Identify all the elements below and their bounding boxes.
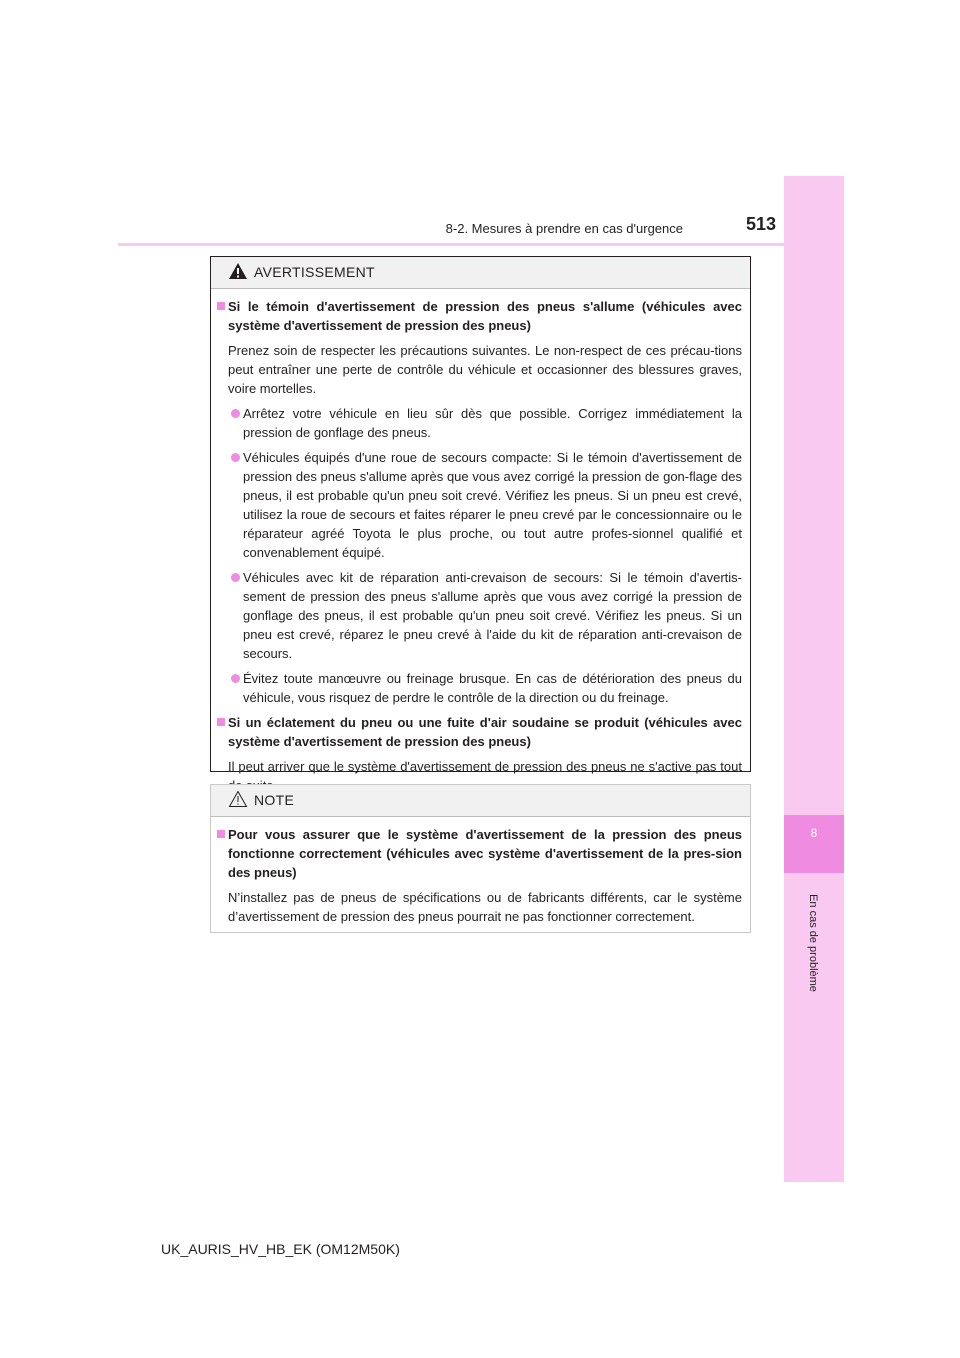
warning-bullet: Véhicules avec kit de réparation anti-crevaison de secours: Si le témoin d'avertis-sement de pression des pneus s'allume après que vous avez corrigé la pression de gonflage des pneus, il est probable qu'un pneu soit crevé. Vérifiez les pneus. Si un pneu est crevé, réparez le pneu crevé à l'aide du kit de réparation anti-crevaison de secours. xyxy=(228,568,742,663)
warning-section-text: Il peut arriver que le système d'avertissement de pression des pneus ne s'active pas tout xyxy=(228,759,742,774)
page-number: 513 xyxy=(745,214,776,234)
warning-section-title: Si un éclatement du pneu ou une fuite d'air soudaine se produit (véhicules avec système d'avertissement de pression des pneus) xyxy=(228,715,742,749)
warning-box xyxy=(210,256,751,772)
chapter-title: En cas de problème xyxy=(807,894,819,992)
warning-section-text: Prenez soin de respecter les précautions suivantes. Le non-respect de ces précau-tions peut entraîner une perte de contrôle du véhicule et occasionner des blessures graves, voire mortelles. xyxy=(228,343,742,396)
warning-bullet: Véhicules équipés d'une roue de secours compacte: Si le témoin d'avertissement de pression des pneus s'allume après que vous avez corrigé la pression de gon-flage des pneus, il est probable qu'un pneu soit crevé. Vérifiez les pneus. Si un pneu est crevé, utilisez la roue de secours et faites réparer le pneu crevé par le concessionnaire ou le réparateur agréé Toyota le plus proche, ou tout autre profes-sionnel qualifié et convenablement équipé. xyxy=(228,448,742,562)
warning-triangle-icon xyxy=(228,262,248,280)
warning-bullet: Arrêtez votre véhicule en lieu sûr dès que possible. Corrigez immédiatement la pression de gonflage des pneus. xyxy=(228,404,742,442)
warning-section xyxy=(217,713,742,795)
note-section-title: Pour vous assurer que le système d'avertissement de la pression des pneus fonctionne correctement (véhicules avec système d'avertissement de la pres-sion des pneus) xyxy=(228,827,742,880)
note-title: NOTE xyxy=(254,792,295,808)
note-header xyxy=(211,785,750,817)
caution-triangle-icon xyxy=(228,790,248,808)
note-box xyxy=(210,784,751,933)
warning-section-title: Si le témoin d'avertissement de pression des pneus s'allume (véhicules avec système d'avertissement de pression des pneus) xyxy=(228,299,742,333)
header-rule xyxy=(118,243,843,246)
warning-header xyxy=(211,257,750,289)
warning-bullet: Évitez toute manœuvre ou freinage brusque. En cas de détérioration des pneus du véhicule, vous risquez de perdre le contrôle de la direction ou du freinage. xyxy=(228,669,742,707)
chapter-number: 8 xyxy=(810,826,818,840)
section-title: 8-2. Mesures à prendre en cas d'urgence xyxy=(445,221,683,236)
footer-code: UK_AURIS_HV_HB_EK (OM12M50K) xyxy=(161,1241,400,1257)
note-section xyxy=(217,825,742,926)
side-tab-strip xyxy=(784,176,844,1182)
warning-title: AVERTISSEMENT xyxy=(254,264,375,280)
warning-section xyxy=(217,297,742,707)
note-section-text: N’installez pas de pneus de spécifications ou de fabricants différents, car le système d’avertissement de pression des pneus pourrait ne pas fonctionner correctement. xyxy=(228,890,742,924)
chapter-marker xyxy=(784,815,844,873)
